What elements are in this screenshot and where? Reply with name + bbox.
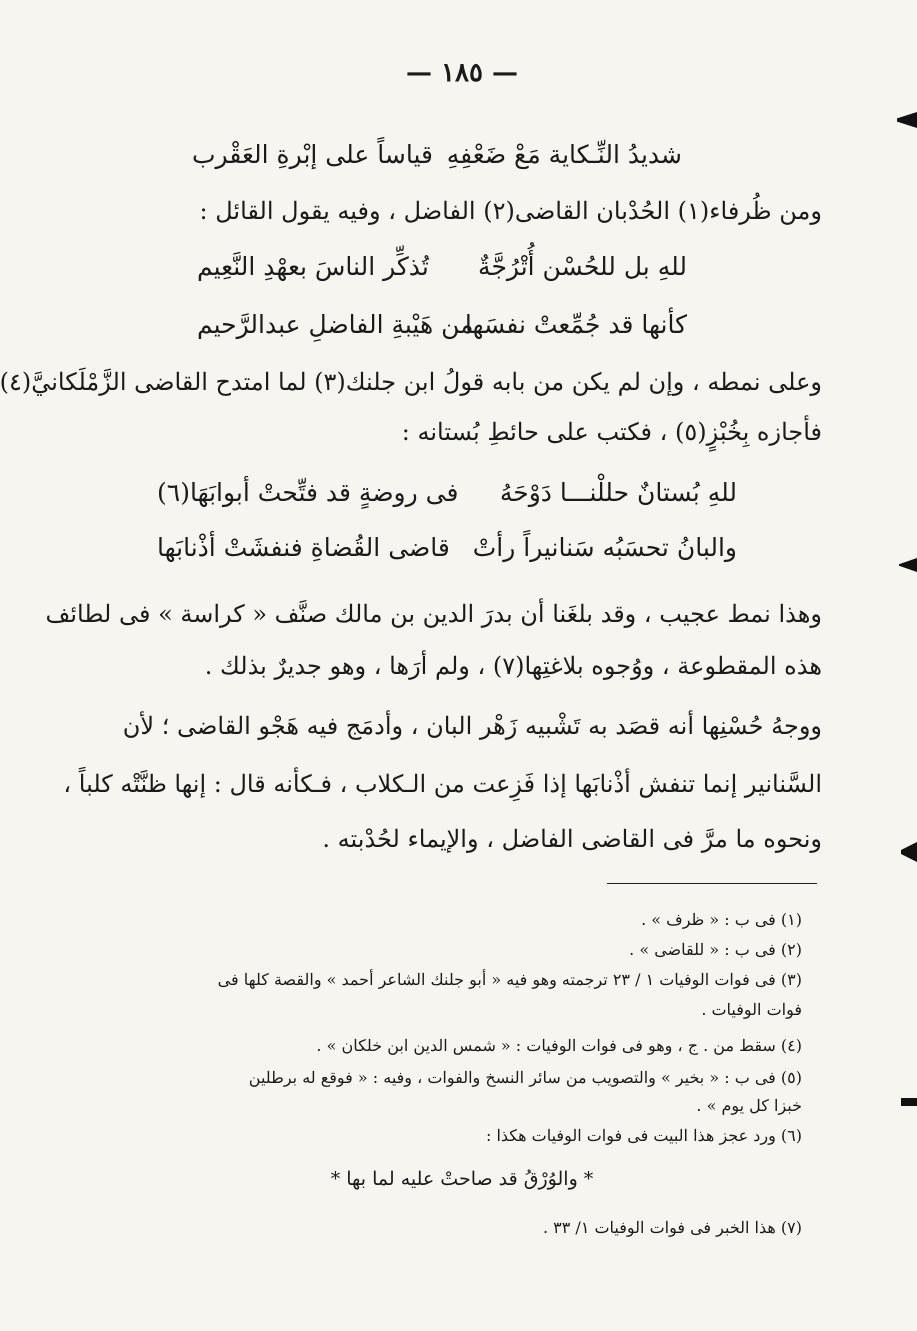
footnote-verse: * والوُرْقُ قد صاحتْ عليه لما بها * [330,1168,594,1190]
footnote: (٧) هذا الخبر فى فوات الوفيات ١/ ٣٣ . [542,1218,802,1237]
verse-2-hemistich-right: للهِ بل للحُسْن أُتْرُجَّةٌ [478,252,687,281]
verse-2-hemistich-left: تُذكِّر الناسَ بعهْدِ النَّعِيم [197,252,429,281]
prose-line: ونحوه ما مرَّ فى القاضى الفاضل ، والإيماء لحُدْبته . [322,825,822,853]
verse-3-hemistich-right: كأنها قد جُمِّعتْ نفسَها [464,310,687,339]
footnote: (٢) فى ب : « للقاضى » . [629,940,802,959]
page-number: — ١٨٥ — [405,58,519,88]
prose-line: ومن ظُرفاء(١) الحُدْبان القاضى(٢) الفاضل ، وفيه يقول القائل : [199,197,822,225]
footnote: (٣) فى فوات الوفيات ١ / ٢٣ ترجمته وهو فيه « أبو جلنك الشاعر أحمد » والقصة كلها فى [217,970,802,989]
verse-3-hemistich-left: من هَيْبةِ الفاضلِ عبدالرَّحيم [197,310,474,339]
prose-line: ووجهُ حُسْنِها أنه قصَد به تَشْبيه زَهْر البان ، وأدمَج فيه هَجْو القاضى ؛ لأن [122,712,822,740]
prose-line: وهذا نمط عجيب ، وقد بلغَنا أن بدرَ الدين بن مالك صنَّف « كراسة » فى لطائف [45,600,822,628]
footnote: (٥) فى ب : « بخير » والتصويب من سائر النسخ والفوات ، وفيه : « فوقع له برطلين [248,1068,802,1087]
footnote-separator [607,883,817,884]
prose-line: فأجازه بِخُبْزٍ(٥) ، فكتب على حائطِ بُستانه : [401,418,822,446]
prose-line: وعلى نمطه ، وإن لم يكن من بابه قولُ ابن جلنك(٣) لما امتدح القاضى الزَّمْلَكانيَّ(٤) [0,368,822,396]
verse-1-hemistich-right: شديدُ النِّـكاية مَعْ ضَعْفِهِ [446,140,682,169]
margin-mark [901,1098,917,1106]
footnote: (٦) ورد عجز هذا البيت فى فوات الوفيات هكذا : [485,1126,802,1145]
footnote: فوات الوفيات . [701,1000,802,1019]
footnote: (١) فى ب : « ظرف » . [641,910,802,929]
margin-mark [897,112,917,128]
verse-5-hemistich-left: قاضى القُضاةِ فنفشَتْ أذْنابَها [157,533,450,562]
margin-mark [901,842,917,862]
verse-1-hemistich-left: قياساً على إبْرةِ العَقْرب [192,140,433,169]
verse-4-hemistich-left: فى روضةٍ قد فتِّحتْ أبوابَهَا(٦) [157,478,459,507]
verse-4-hemistich-right: للهِ بُستانٌ حللْنـــا دَوْحَهُ [499,478,737,507]
prose-line: هذه المقطوعة ، ووُجوه بلاغتِها(٧) ، ولم أرَها ، وهو جديرٌ بذلك . [204,652,822,680]
prose-line: السَّنانير إنما تنفش أذْنابَها إذا فَزِعت من الـكلاب ، فـكأنه قال : إنها ظنَّتْه كلباً ، [63,770,822,798]
footnote: خبزا كل يوم » . [696,1096,802,1115]
verse-5-hemistich-right: والبانُ تحسَبُه سَنانيراً رأتْ [472,533,737,562]
footnote: (٤) سقط من . ج ، وهو فى فوات الوفيات : « شمس الدين ابن خلكان » . [316,1036,802,1055]
margin-mark [899,558,917,572]
